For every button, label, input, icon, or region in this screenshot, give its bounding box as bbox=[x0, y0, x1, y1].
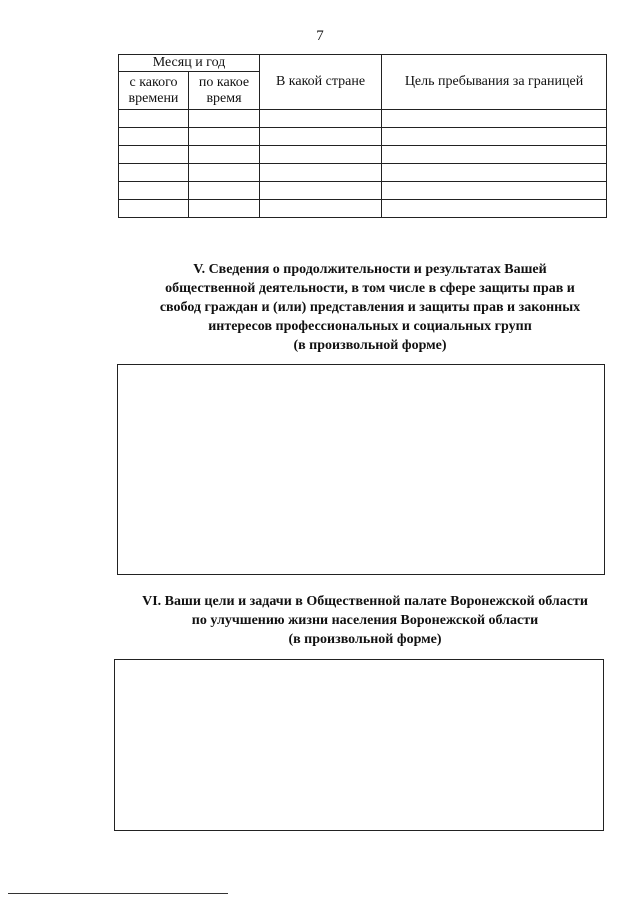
country-cell[interactable] bbox=[260, 110, 382, 128]
section-5-heading-line: интересов профессиональных и социальных групп bbox=[208, 319, 532, 334]
country-cell[interactable] bbox=[260, 146, 382, 164]
country-cell[interactable] bbox=[260, 128, 382, 146]
to-date-cell[interactable] bbox=[189, 110, 260, 128]
from-date-cell[interactable] bbox=[119, 146, 189, 164]
section-5-heading-line: (в произвольной форме) bbox=[293, 338, 447, 353]
purpose-cell[interactable] bbox=[382, 128, 607, 146]
section-5-answer-box[interactable] bbox=[117, 364, 605, 575]
to-date-header bbox=[189, 72, 260, 110]
section-5-heading-line: свобод граждан и (или) представления и защиты прав и законных bbox=[159, 300, 581, 315]
section-6-heading bbox=[90, 592, 640, 649]
section-5-heading-line: V. Сведения о продолжительности и результатах Вашей bbox=[193, 262, 547, 277]
section-5-heading-line: общественной деятельности, в том числе в сфере защиты прав и bbox=[165, 281, 575, 296]
purpose-header: Цель пребывания за границей bbox=[382, 55, 607, 110]
table-row bbox=[119, 164, 607, 182]
table-row bbox=[119, 182, 607, 200]
month-year-header: Месяц и год bbox=[119, 55, 260, 72]
to-date-cell[interactable] bbox=[189, 200, 260, 218]
purpose-cell[interactable] bbox=[382, 110, 607, 128]
travel-abroad-table bbox=[118, 54, 607, 218]
to-date-cell[interactable] bbox=[189, 146, 260, 164]
section-6-heading-line: (в произвольной форме) bbox=[288, 632, 442, 647]
section-5-heading bbox=[100, 260, 640, 355]
country-cell[interactable] bbox=[260, 182, 382, 200]
purpose-cell[interactable] bbox=[382, 200, 607, 218]
section-6-answer-box[interactable] bbox=[114, 659, 604, 831]
footnote-divider bbox=[8, 893, 228, 894]
from-date-cell[interactable] bbox=[119, 200, 189, 218]
country-cell[interactable] bbox=[260, 164, 382, 182]
table-row bbox=[119, 110, 607, 128]
to-date-cell[interactable] bbox=[189, 164, 260, 182]
to-date-cell[interactable] bbox=[189, 182, 260, 200]
from-date-header-line2: времени bbox=[128, 90, 179, 106]
section-6-heading-line: VI. Ваши цели и задачи в Общественной палате Воронежской области bbox=[142, 594, 588, 609]
from-date-cell[interactable] bbox=[119, 182, 189, 200]
table-row bbox=[119, 200, 607, 218]
to-date-header-line1: по какое bbox=[198, 74, 250, 90]
from-date-header bbox=[119, 72, 189, 110]
table-row bbox=[119, 146, 607, 164]
from-date-cell[interactable] bbox=[119, 164, 189, 182]
purpose-cell[interactable] bbox=[382, 164, 607, 182]
from-date-header-line1: с какого bbox=[129, 74, 178, 90]
purpose-cell[interactable] bbox=[382, 146, 607, 164]
page-number: 7 bbox=[316, 28, 324, 44]
to-date-header-line2: время bbox=[206, 90, 242, 106]
table-row bbox=[119, 128, 607, 146]
from-date-cell[interactable] bbox=[119, 128, 189, 146]
purpose-cell[interactable] bbox=[382, 182, 607, 200]
to-date-cell[interactable] bbox=[189, 128, 260, 146]
from-date-cell[interactable] bbox=[119, 110, 189, 128]
country-header: В какой стране bbox=[260, 55, 382, 110]
section-6-heading-line: по улучшению жизни населения Воронежской области bbox=[191, 613, 539, 628]
country-cell[interactable] bbox=[260, 200, 382, 218]
